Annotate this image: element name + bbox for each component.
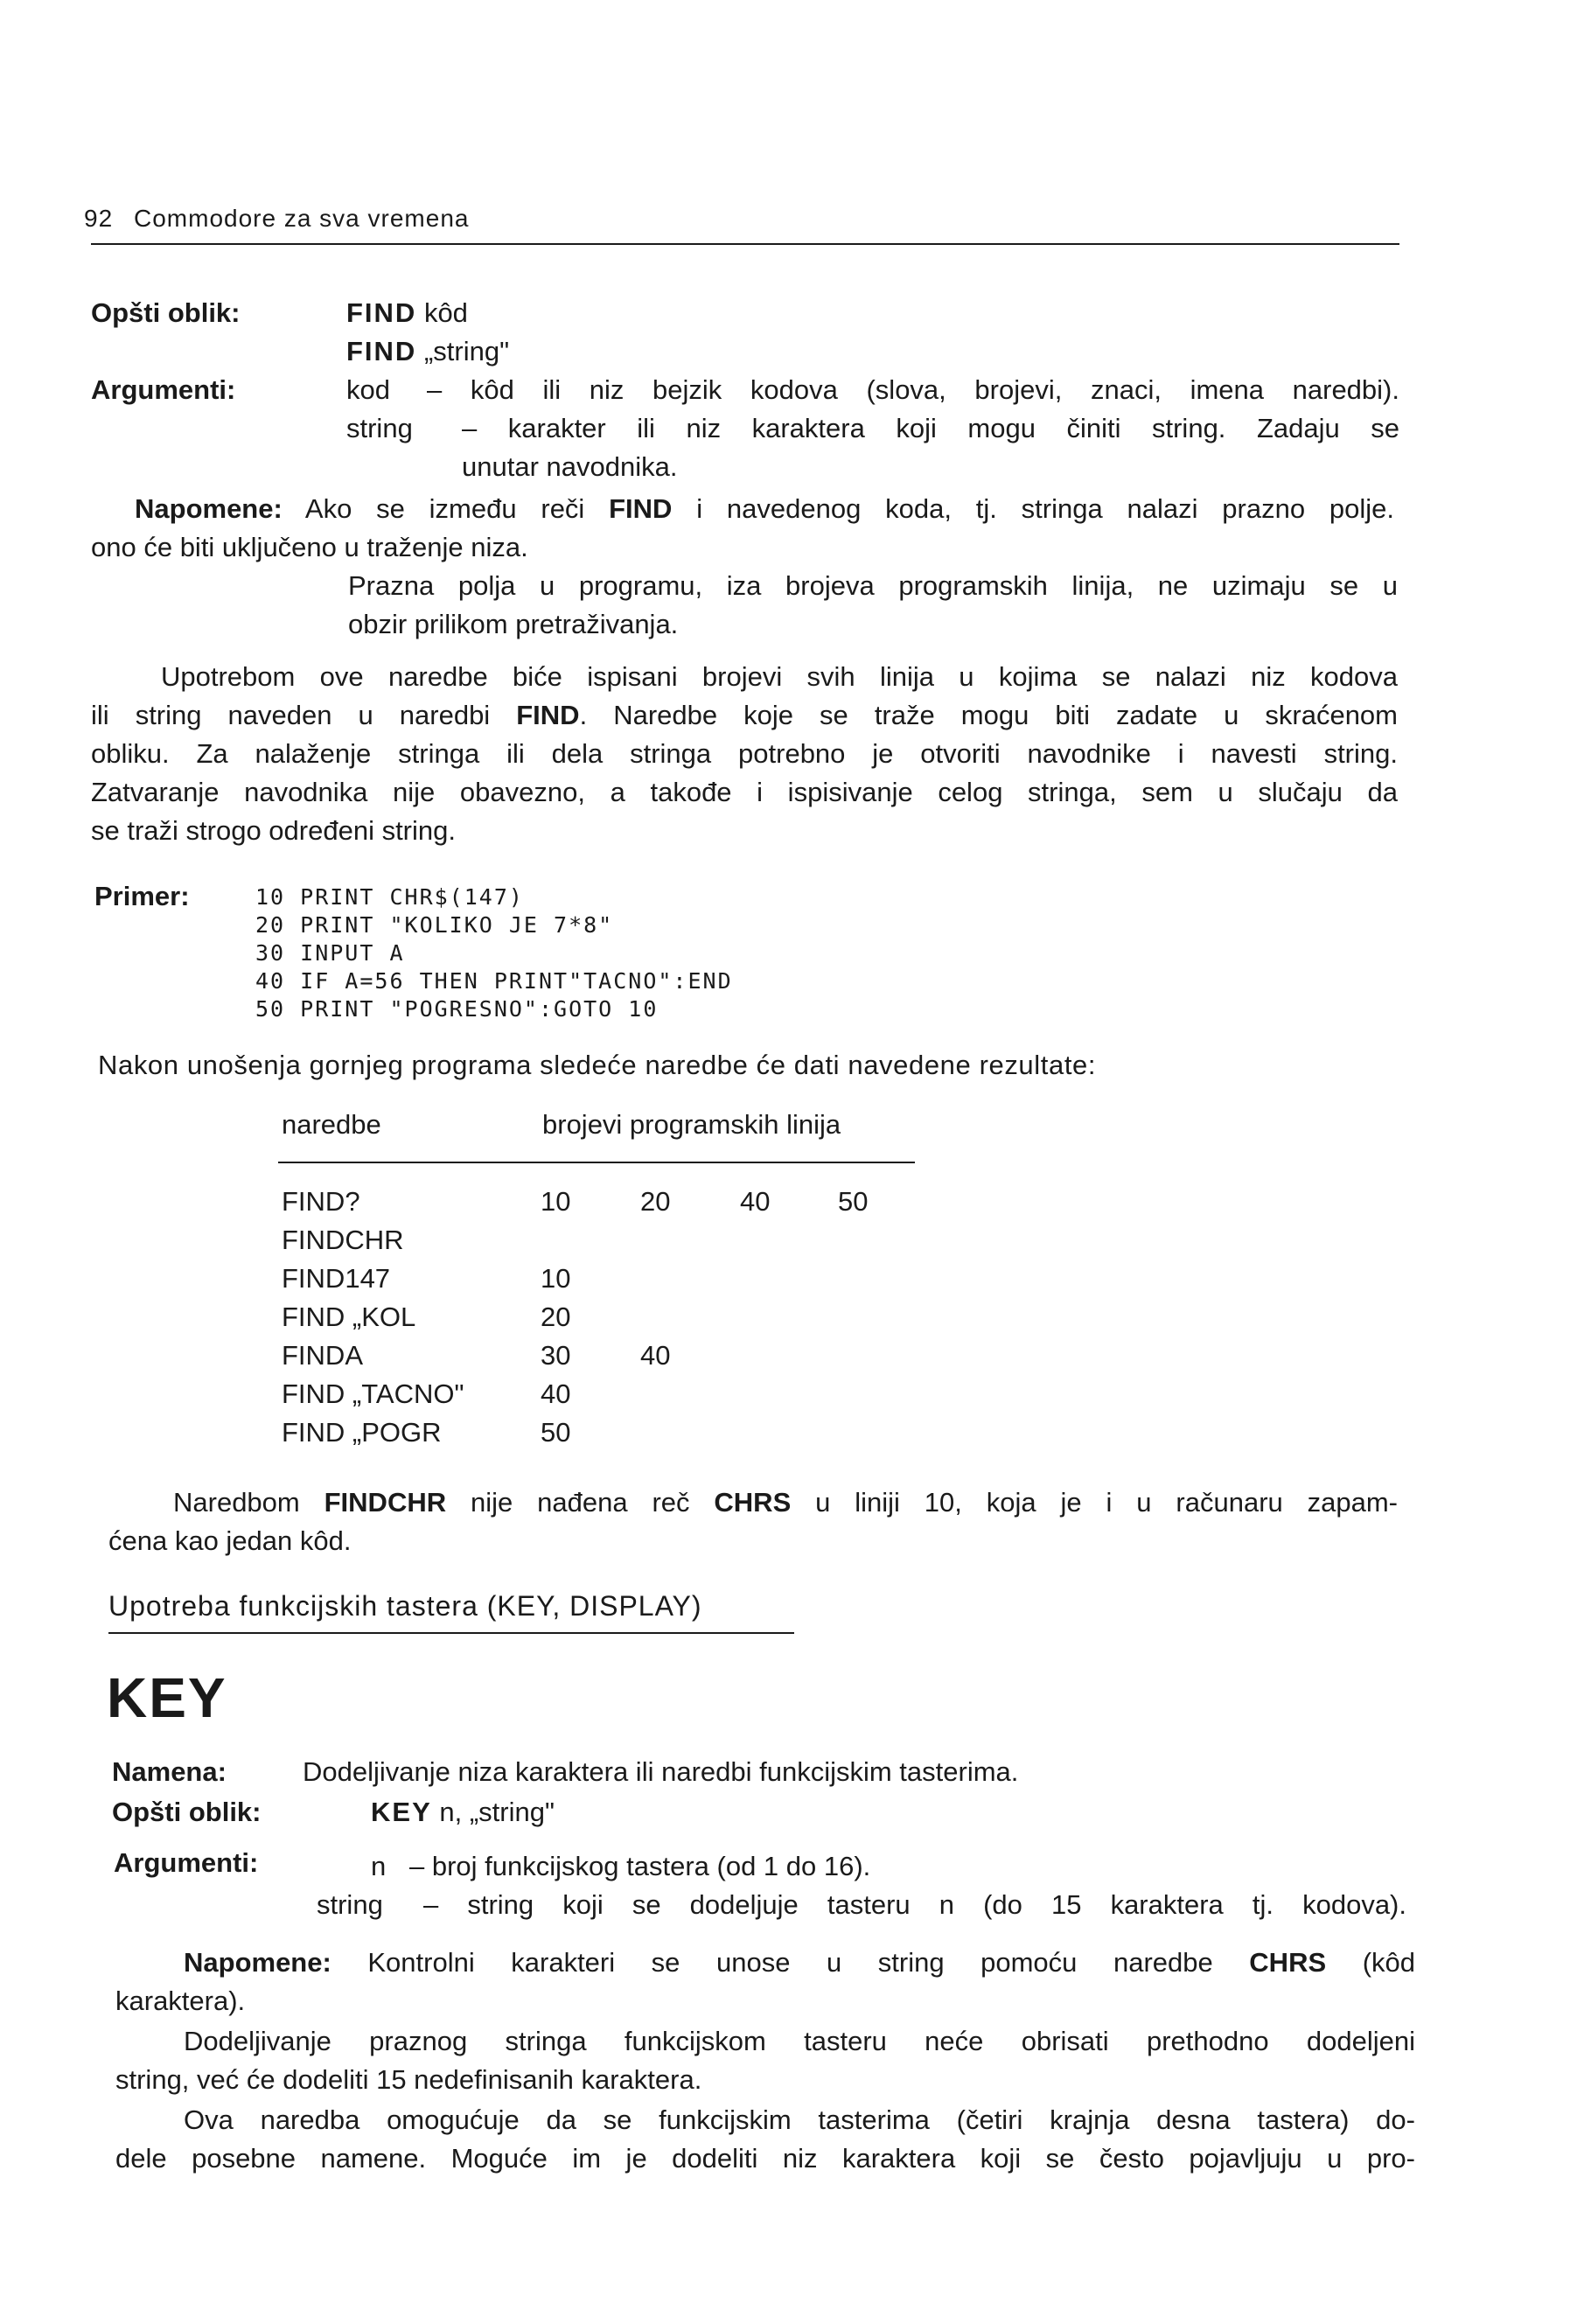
section-title: Upotreba funkcijskih tastera (KEY, DISPLAY) bbox=[108, 1590, 702, 1622]
table-cell-line-number: 10 bbox=[541, 1263, 571, 1294]
findchr-keyword-1: FINDCHR bbox=[324, 1487, 447, 1518]
key-desc-line-4: dele posebne namene. Moguće im je dodeliti niz karaktera koji se često pojavljuju u pro- bbox=[115, 2143, 1415, 2174]
key-notes-text-1b: (kôd bbox=[1326, 1947, 1415, 1978]
find-arg-1-name: kod bbox=[346, 374, 390, 405]
findchr-note-line-1 bbox=[173, 1483, 1398, 1522]
example-label: Primer: bbox=[94, 881, 190, 911]
findchr-text-b: nije nađena reč bbox=[446, 1487, 715, 1518]
table-cell-command: FIND „KOL bbox=[282, 1302, 416, 1332]
results-intro: Nakon unošenja gornjeg programa sledeće naredbe će dati navedene rezultate: bbox=[98, 1050, 1097, 1080]
key-purpose-label: Namena: bbox=[112, 1756, 227, 1787]
running-title: Commodore za sva vremena bbox=[134, 205, 470, 232]
find-form-2-keyword: FIND bbox=[346, 336, 417, 366]
table-header-lines: brojevi programskih linija bbox=[542, 1109, 841, 1140]
find-general-form-label: Opšti oblik: bbox=[91, 297, 241, 328]
code-line-4: 40 IF A=56 THEN PRINT"TACNO":END bbox=[255, 968, 733, 994]
find-arg-2-desc: – karakter ili niz karaktera koji mogu činiti string. Zadaju se bbox=[462, 413, 1399, 443]
key-notes-line-2: karaktera). bbox=[115, 1986, 246, 2016]
table-cell-command: FINDA bbox=[282, 1340, 363, 1371]
section-title-rule bbox=[108, 1632, 794, 1634]
table-cell-command: FIND „TACNO" bbox=[282, 1378, 464, 1409]
key-desc-line-2: string, već će dodeliti 15 nedefinisanih karaktera. bbox=[115, 2064, 702, 2095]
code-line-1: 10 PRINT CHR$(147) bbox=[255, 884, 524, 910]
table-cell-command: FIND „POGR bbox=[282, 1417, 442, 1448]
key-general-form bbox=[371, 1793, 555, 1832]
find-notes-line-3: Prazna polja u programu, iza brojeva programskih linija, ne uzimaju se u bbox=[348, 570, 1398, 601]
key-arg-2-name: string bbox=[317, 1889, 383, 1920]
table-cell-line-number: 20 bbox=[541, 1302, 571, 1332]
find-notes-text-1a: Ako se između reči bbox=[282, 493, 610, 524]
find-desc-line-3: obliku. Za nalaženje stringa ili dela stringa potrebno je otvoriti navodnike i navesti string. bbox=[91, 738, 1398, 769]
key-general-form-label: Opšti oblik: bbox=[112, 1797, 262, 1827]
key-title: KEY bbox=[107, 1666, 227, 1729]
key-arguments-label: Argumenti: bbox=[114, 1847, 259, 1878]
table-cell-command: FIND147 bbox=[282, 1263, 391, 1294]
key-form-keyword: KEY bbox=[371, 1797, 432, 1827]
find-desc-line-2 bbox=[91, 696, 1398, 735]
key-notes-label: Napomene: bbox=[184, 1947, 331, 1978]
find-desc-text-2b: . Naredbe koje se traže mogu biti zadate u skraćenom bbox=[579, 700, 1398, 730]
table-cell-line-number: 20 bbox=[640, 1186, 671, 1217]
find-arg-2-name: string bbox=[346, 413, 413, 443]
key-desc-line-1: Dodeljivanje praznog stringa funkcijskom tasteru neće obrisati prethodno dodeljeni bbox=[184, 2026, 1415, 2056]
key-notes-line-1 bbox=[184, 1944, 1415, 1982]
find-form-1-rest: kôd bbox=[416, 297, 468, 328]
find-notes-label: Napomene: bbox=[135, 493, 283, 524]
find-notes-text-1b: i navedenog koda, tj. stringa nalazi prazno polje. bbox=[672, 493, 1394, 524]
find-desc-line-1: Upotrebom ove naredbe biće ispisani brojevi svih linija u kojima se nalazi niz kodova bbox=[161, 661, 1398, 692]
find-form-2-rest: „string" bbox=[416, 336, 510, 366]
table-cell-line-number: 40 bbox=[640, 1340, 671, 1371]
code-line-5: 50 PRINT "POGRESNO":GOTO 10 bbox=[255, 996, 659, 1022]
table-header-commands: naredbe bbox=[282, 1109, 381, 1140]
table-cell-line-number: 30 bbox=[541, 1340, 571, 1371]
findchr-text-c: u liniji 10, koja je i u računaru zapam- bbox=[791, 1487, 1399, 1518]
key-notes-text-1a: Kontrolni karakteri se unose u string pomoću naredbe bbox=[331, 1947, 1250, 1978]
code-line-2: 20 PRINT "KOLIKO JE 7*8" bbox=[255, 912, 614, 938]
find-notes-line-2: ono će biti uključeno u traženje niza. bbox=[91, 532, 528, 562]
find-notes-line-1 bbox=[135, 490, 1394, 528]
table-cell-command: FINDCHR bbox=[282, 1225, 404, 1255]
find-notes-keyword: FIND bbox=[609, 493, 673, 524]
findchr-text-a: Naredbom bbox=[173, 1487, 324, 1518]
findchr-note-line-2: ćena kao jedan kôd. bbox=[108, 1525, 352, 1556]
key-notes-keyword: CHRS bbox=[1249, 1947, 1327, 1978]
table-header-rule bbox=[278, 1162, 915, 1163]
table-cell-line-number: 10 bbox=[541, 1186, 571, 1217]
key-purpose-text: Dodeljivanje niza karaktera ili naredbi funkcijskim tasterima. bbox=[303, 1756, 1019, 1787]
code-line-3: 30 INPUT A bbox=[255, 940, 405, 966]
key-arg-2-desc: – string koji se dodeljuje tasteru n (do 15 karaktera tj. kodova). bbox=[423, 1889, 1406, 1920]
key-arg-1-name: n bbox=[371, 1851, 387, 1881]
find-form-1-keyword: FIND bbox=[346, 297, 417, 328]
table-cell-line-number: 50 bbox=[838, 1186, 869, 1217]
find-desc-keyword: FIND bbox=[516, 700, 580, 730]
key-desc-line-3: Ova naredba omogućuje da se funkcijskim tasterima (četiri krajnja desna tastera) do- bbox=[184, 2104, 1415, 2135]
table-cell-line-number: 40 bbox=[740, 1186, 771, 1217]
page-number: 92 bbox=[84, 205, 114, 232]
find-desc-text-2a: ili string naveden u naredbi bbox=[91, 700, 517, 730]
find-form-1 bbox=[346, 294, 468, 332]
find-notes-line-4: obzir prilikom pretraživanja. bbox=[348, 609, 679, 639]
header-rule bbox=[91, 243, 1399, 245]
key-arg-1-desc: – broj funkcijskog tastera (od 1 do 16). bbox=[409, 1851, 871, 1881]
find-arg-2-desc-cont: unutar navodnika. bbox=[462, 451, 678, 482]
findchr-keyword-2: CHRS bbox=[714, 1487, 792, 1518]
find-desc-line-4: Zatvaranje navodnika nije obavezno, a takođe i ispisivanje celog stringa, sem u slučaju da bbox=[91, 777, 1398, 807]
key-form-rest: n, „string" bbox=[431, 1797, 555, 1827]
table-cell-line-number: 40 bbox=[541, 1378, 571, 1409]
find-desc-line-5: se traži strogo određeni string. bbox=[91, 815, 456, 846]
table-cell-command: FIND? bbox=[282, 1186, 360, 1217]
find-arguments-label: Argumenti: bbox=[91, 374, 236, 405]
table-cell-line-number: 50 bbox=[541, 1417, 571, 1448]
find-arg-1-desc: – kôd ili niz bejzik kodova (slova, brojevi, znaci, imena naredbi). bbox=[427, 374, 1399, 405]
find-form-2 bbox=[346, 332, 509, 371]
